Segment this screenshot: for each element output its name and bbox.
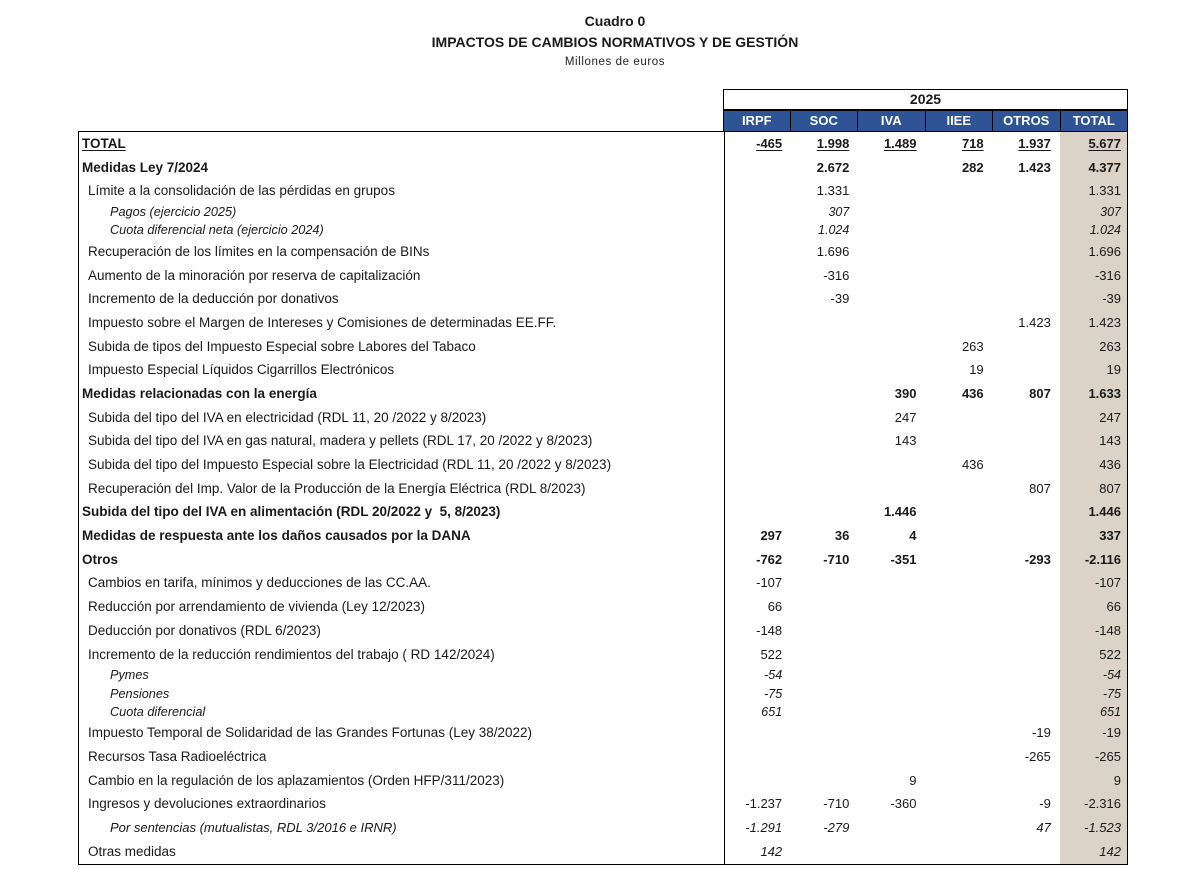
- table-number-title: Cuadro 0: [584, 13, 646, 29]
- cell-iva: [858, 685, 925, 703]
- cell-irpf: [724, 264, 791, 288]
- cell-otros: [993, 453, 1060, 477]
- row-label: Cuota diferencial neta (ejercicio 2024): [110, 223, 324, 238]
- cell-iiee: [925, 477, 992, 501]
- cell-total: 66: [1060, 595, 1127, 619]
- cell-total: 1.423: [1060, 311, 1127, 335]
- row-label: Medidas de respuesta ante los daños causados por la DANA: [82, 528, 471, 544]
- table-row: [79, 358, 1127, 382]
- row-label: Otros: [82, 551, 119, 567]
- cell-iva: 1.446: [883, 504, 917, 520]
- cell-soc: [791, 311, 858, 335]
- cell-iva: [858, 287, 925, 311]
- table-row: [79, 221, 1127, 239]
- cell-otros: 807: [1029, 385, 1051, 401]
- cell-iiee: [925, 311, 992, 335]
- cell-otros: [993, 264, 1060, 288]
- cell-iva: [858, 477, 925, 501]
- cell-irpf: 297: [724, 524, 791, 548]
- cell-soc: [791, 666, 858, 684]
- cell-iiee: [925, 792, 992, 816]
- table-row: [79, 816, 1127, 840]
- cell-soc: [791, 429, 858, 453]
- cell-soc: [791, 840, 858, 864]
- cell-iiee: [925, 240, 992, 264]
- cell-total: 1.633: [1060, 382, 1127, 406]
- cell-soc: 2.672: [816, 159, 850, 175]
- column-header-iiee: IIEE: [926, 110, 994, 132]
- cell-iva: [858, 358, 925, 382]
- table-row: [79, 132, 1127, 156]
- cell-soc: [791, 769, 858, 793]
- table-row: [79, 477, 1127, 501]
- cell-total: 807: [1060, 477, 1127, 501]
- cell-soc: [791, 685, 858, 703]
- table-row: [79, 721, 1127, 745]
- cell-irpf: [724, 203, 791, 221]
- cell-irpf: -1.291: [724, 816, 791, 840]
- cell-iiee: [925, 745, 992, 769]
- cell-otros: [993, 358, 1060, 382]
- table-row: [79, 792, 1127, 816]
- table-row: [79, 203, 1127, 221]
- cell-total: -148: [1060, 619, 1127, 643]
- cell-iva: [858, 240, 925, 264]
- cell-iiee: 282: [961, 159, 984, 175]
- cell-soc: [791, 500, 858, 524]
- table-row: [79, 571, 1127, 595]
- cell-otros: [993, 429, 1060, 453]
- cell-total: 1.696: [1060, 240, 1127, 264]
- data-rows: [78, 131, 1128, 865]
- table-row: [79, 595, 1127, 619]
- cell-iiee: 436: [961, 385, 984, 401]
- cell-iva: [858, 335, 925, 359]
- row-label: Subida del tipo del Impuesto Especial sobre la Electricidad (RDL 11, 20 /2022 y 8/2023): [88, 457, 612, 473]
- cell-iva: [858, 840, 925, 864]
- cell-iva: [858, 816, 925, 840]
- cell-iva: [858, 453, 925, 477]
- cell-soc: 36: [834, 528, 850, 544]
- cell-iiee: [925, 666, 992, 684]
- table-row: [79, 500, 1127, 524]
- table-row: [79, 524, 1127, 548]
- cell-otros: [993, 666, 1060, 684]
- cell-iiee: [925, 840, 992, 864]
- cell-total: 142: [1060, 840, 1127, 864]
- row-label: Impuesto sobre el Margen de Intereses y Comisiones de determinadas EE.FF.: [88, 314, 557, 330]
- cell-iiee: [925, 595, 992, 619]
- cell-total: 263: [1060, 335, 1127, 359]
- cell-irpf: [724, 477, 791, 501]
- cell-iva: -351: [890, 551, 917, 567]
- cell-soc: [791, 335, 858, 359]
- table-row: [79, 745, 1127, 769]
- row-label: Medidas relacionadas con la energía: [82, 385, 317, 401]
- row-label: Medidas Ley 7/2024: [82, 159, 209, 175]
- cell-iiee: [925, 287, 992, 311]
- row-label: Pagos (ejercicio 2025): [110, 205, 237, 220]
- row-label: Cambio en la regulación de los aplazamientos (Orden HFP/311/2023): [88, 772, 505, 788]
- cell-total: 4.377: [1060, 156, 1127, 180]
- row-label: Aumento de la minoración por reserva de capitalización: [88, 267, 421, 283]
- cell-irpf: [724, 156, 791, 180]
- cell-irpf: [724, 287, 791, 311]
- cell-irpf: -75: [724, 685, 791, 703]
- cell-iiee: [925, 816, 992, 840]
- cell-otros: [993, 685, 1060, 703]
- cell-irpf: [724, 179, 791, 203]
- cell-soc: [791, 595, 858, 619]
- cell-iiee: [925, 619, 992, 643]
- column-header-row: [723, 110, 1128, 132]
- cell-iva: [858, 203, 925, 221]
- cell-soc: [791, 453, 858, 477]
- row-label: Recuperación del Imp. Valor de la Producción de la Energía Eléctrica (RDL 8/2023): [88, 480, 586, 496]
- cell-irpf: [724, 221, 791, 239]
- row-label: Incremento de la deducción por donativos: [88, 291, 339, 307]
- cell-otros: [993, 703, 1060, 721]
- cell-iva: 247: [894, 409, 917, 425]
- cell-irpf: [724, 382, 791, 406]
- cell-otros: [993, 287, 1060, 311]
- cell-iiee: [925, 524, 992, 548]
- row-label: Subida del tipo del IVA en gas natural, madera y pellets (RDL 17, 20 /2022 y 8/2023): [88, 433, 593, 449]
- cell-soc: 1.998: [816, 136, 850, 151]
- cell-soc: 1.696: [816, 243, 850, 259]
- column-header-total: TOTAL: [1061, 110, 1129, 132]
- row-label: Pensiones: [110, 686, 170, 701]
- cell-total: -2.316: [1060, 792, 1127, 816]
- cell-irpf: -762: [724, 548, 791, 572]
- cell-total: -265: [1060, 745, 1127, 769]
- cell-otros: [993, 643, 1060, 667]
- cell-iiee: [925, 685, 992, 703]
- cell-soc: -279: [823, 820, 850, 836]
- cell-otros: [993, 203, 1060, 221]
- cell-otros: [993, 769, 1060, 793]
- cell-irpf: 66: [724, 595, 791, 619]
- cell-irpf: [724, 358, 791, 382]
- cell-iiee: [925, 643, 992, 667]
- table-row: [79, 179, 1127, 203]
- row-label: Incremento de la reducción rendimientos del trabajo ( RD 142/2024): [88, 646, 495, 662]
- cell-iva: 4: [909, 528, 917, 544]
- cell-iva: [858, 703, 925, 721]
- cell-otros: [993, 619, 1060, 643]
- cell-total: 436: [1060, 453, 1127, 477]
- cell-soc: [791, 382, 858, 406]
- cell-iiee: 263: [961, 338, 984, 354]
- cell-iva: [858, 619, 925, 643]
- cell-soc: [791, 571, 858, 595]
- table-row: [79, 264, 1127, 288]
- cell-irpf: [724, 453, 791, 477]
- table-row: [79, 335, 1127, 359]
- row-label: TOTAL: [82, 136, 126, 151]
- cell-total: -316: [1060, 264, 1127, 288]
- cell-soc: -710: [823, 796, 850, 812]
- cell-total: 1.331: [1060, 179, 1127, 203]
- row-label: Impuesto Especial Líquidos Cigarrillos Electrónicos: [88, 362, 395, 378]
- cell-irpf: -107: [724, 571, 791, 595]
- cell-iva: 390: [894, 385, 917, 401]
- cell-otros: 807: [1029, 480, 1051, 496]
- cell-iiee: [925, 221, 992, 239]
- cell-otros: [993, 221, 1060, 239]
- cell-iva: 143: [894, 433, 917, 449]
- column-header-irpf: IRPF: [723, 110, 791, 132]
- cell-total: -39: [1060, 287, 1127, 311]
- cell-irpf: 522: [724, 643, 791, 667]
- cell-otros: -265: [1024, 749, 1051, 765]
- cell-otros: -9: [1039, 796, 1051, 812]
- cell-soc: [791, 703, 858, 721]
- cell-iiee: [925, 548, 992, 572]
- table-row: [79, 840, 1127, 864]
- cell-total: 307: [1060, 203, 1127, 221]
- cell-iva: [858, 221, 925, 239]
- cell-soc: -316: [823, 267, 850, 283]
- cell-total: 651: [1060, 703, 1127, 721]
- year-header: 2025: [723, 89, 1128, 110]
- row-label: Pymes: [110, 668, 149, 683]
- cell-soc: [791, 406, 858, 430]
- table-row: [79, 619, 1127, 643]
- cell-iiee: [925, 703, 992, 721]
- row-label: Cambios en tarifa, mínimos y deducciones de las CC.AA.: [88, 575, 431, 591]
- cell-total: -54: [1060, 666, 1127, 684]
- cell-iva: -360: [890, 796, 917, 812]
- cell-total: 9: [1060, 769, 1127, 793]
- table-row: [79, 769, 1127, 793]
- cell-iiee: [925, 571, 992, 595]
- cell-otros: 47: [1036, 820, 1051, 836]
- table-main-title: IMPACTOS DE CAMBIOS NORMATIVOS Y DE GESTIÓN: [431, 34, 799, 50]
- cell-iva: [858, 721, 925, 745]
- row-label: Reducción por arrendamiento de vivienda (Ley 12/2023): [88, 599, 425, 615]
- cell-soc: 307: [828, 205, 850, 220]
- cell-otros: [993, 500, 1060, 524]
- cell-otros: [993, 179, 1060, 203]
- cell-total: 522: [1060, 643, 1127, 667]
- table-row: [79, 287, 1127, 311]
- cell-total: 247: [1060, 406, 1127, 430]
- row-label: Otras medidas: [88, 843, 176, 859]
- cell-otros: [993, 524, 1060, 548]
- cell-otros: [993, 840, 1060, 864]
- cell-iva: [858, 179, 925, 203]
- cell-iva: [858, 643, 925, 667]
- column-header-otros: OTROS: [993, 110, 1061, 132]
- table-row: [79, 666, 1127, 684]
- cell-total: 1.446: [1060, 500, 1127, 524]
- cell-iiee: [925, 203, 992, 221]
- table-row: [79, 240, 1127, 264]
- cell-total: 143: [1060, 429, 1127, 453]
- table-row: [79, 643, 1127, 667]
- row-label: Por sentencias (mutualistas, RDL 3/2016 e IRNR): [110, 820, 397, 836]
- table-row: [79, 382, 1127, 406]
- table-row: [79, 311, 1127, 335]
- cell-soc: [791, 745, 858, 769]
- cell-irpf: -1.237: [724, 792, 791, 816]
- cell-otros: 1.423: [1018, 159, 1051, 175]
- cell-total: -107: [1060, 571, 1127, 595]
- row-label: Subida del tipo del IVA en alimentación (RDL 20/2022 y 5, 8/2023): [82, 504, 501, 520]
- row-label: Límite a la consolidación de las pérdidas en grupos: [88, 183, 395, 199]
- cell-soc: [791, 643, 858, 667]
- cell-iiee: [925, 179, 992, 203]
- row-label: Deducción por donativos (RDL 6/2023): [88, 622, 321, 638]
- cell-total: 1.024: [1060, 221, 1127, 239]
- cell-irpf: [724, 406, 791, 430]
- cell-iiee: [925, 406, 992, 430]
- cell-otros: -19: [1032, 725, 1051, 741]
- cell-iva: [858, 745, 925, 769]
- cell-iiee: 436: [961, 457, 984, 473]
- cell-total: -75: [1060, 685, 1127, 703]
- table-row: [79, 703, 1127, 721]
- table-row: [79, 156, 1127, 180]
- cell-iva: 1.489: [883, 136, 917, 151]
- column-header-soc: SOC: [791, 110, 859, 132]
- cell-soc: -710: [823, 551, 850, 567]
- cell-irpf: [724, 721, 791, 745]
- cell-irpf: [724, 429, 791, 453]
- cell-otros: [993, 335, 1060, 359]
- cell-iva: [858, 264, 925, 288]
- cell-iva: [858, 311, 925, 335]
- cell-otros: [993, 240, 1060, 264]
- table-row: [79, 429, 1127, 453]
- cell-soc: [791, 477, 858, 501]
- table-units-subtitle: Millones de euros: [564, 56, 666, 68]
- row-label: Cuota diferencial: [110, 705, 206, 719]
- cell-iiee: [925, 500, 992, 524]
- cell-iiee: 19: [969, 362, 984, 378]
- table-row: [79, 685, 1127, 703]
- cell-irpf: [724, 769, 791, 793]
- row-label: Subida de tipos del Impuesto Especial sobre Labores del Tabaco: [88, 338, 476, 354]
- cell-iva: [858, 156, 925, 180]
- row-label: Recursos Tasa Radioeléctrica: [88, 749, 267, 765]
- cell-irpf: -465: [724, 132, 791, 156]
- cell-iva: [858, 571, 925, 595]
- cell-total: 5.677: [1060, 132, 1127, 156]
- cell-iiee: [925, 721, 992, 745]
- cell-total: -19: [1060, 721, 1127, 745]
- row-label: Subida del tipo del IVA en electricidad (RDL 11, 20 /2022 y 8/2023): [88, 409, 487, 425]
- cell-otros: -293: [1024, 551, 1051, 567]
- cell-soc: [791, 619, 858, 643]
- cell-irpf: -148: [724, 619, 791, 643]
- cell-irpf: [724, 311, 791, 335]
- cell-total: 19: [1060, 358, 1127, 382]
- cell-total: -2.116: [1060, 548, 1127, 572]
- cell-otros: [993, 595, 1060, 619]
- cell-otros: [993, 571, 1060, 595]
- cell-iva: [858, 595, 925, 619]
- cell-soc: 1.331: [816, 183, 850, 199]
- cell-iiee: [925, 264, 992, 288]
- cell-soc: [791, 358, 858, 382]
- cell-irpf: [724, 335, 791, 359]
- cell-irpf: [724, 240, 791, 264]
- cell-irpf: -54: [724, 666, 791, 684]
- cell-iva: [858, 666, 925, 684]
- cell-iiee: [925, 769, 992, 793]
- cell-iiee: 718: [961, 136, 984, 151]
- cell-otros: [993, 406, 1060, 430]
- table-row: [79, 406, 1127, 430]
- cell-irpf: [724, 745, 791, 769]
- row-label: Impuesto Temporal de Solidaridad de las Grandes Fortunas (Ley 38/2022): [88, 725, 533, 741]
- cell-total: -1.523: [1060, 816, 1127, 840]
- cell-otros: 1.937: [1018, 136, 1051, 151]
- cell-irpf: [724, 500, 791, 524]
- table-title-block: [90, 13, 1140, 68]
- cell-soc: [791, 721, 858, 745]
- cell-irpf: 651: [724, 703, 791, 721]
- cell-soc: 1.024: [818, 223, 850, 238]
- row-label: Recuperación de los límites en la compensación de BINs: [88, 243, 430, 259]
- column-header-iva: IVA: [858, 110, 926, 132]
- table-row: [79, 548, 1127, 572]
- cell-iva: 9: [909, 772, 917, 788]
- cell-otros: 1.423: [1018, 314, 1051, 330]
- table-row: [79, 453, 1127, 477]
- cell-soc: -39: [830, 291, 850, 307]
- cell-irpf: 142: [724, 840, 791, 864]
- cell-iiee: [925, 429, 992, 453]
- cell-total: 337: [1060, 524, 1127, 548]
- row-label: Ingresos y devoluciones extraordinarios: [88, 796, 326, 812]
